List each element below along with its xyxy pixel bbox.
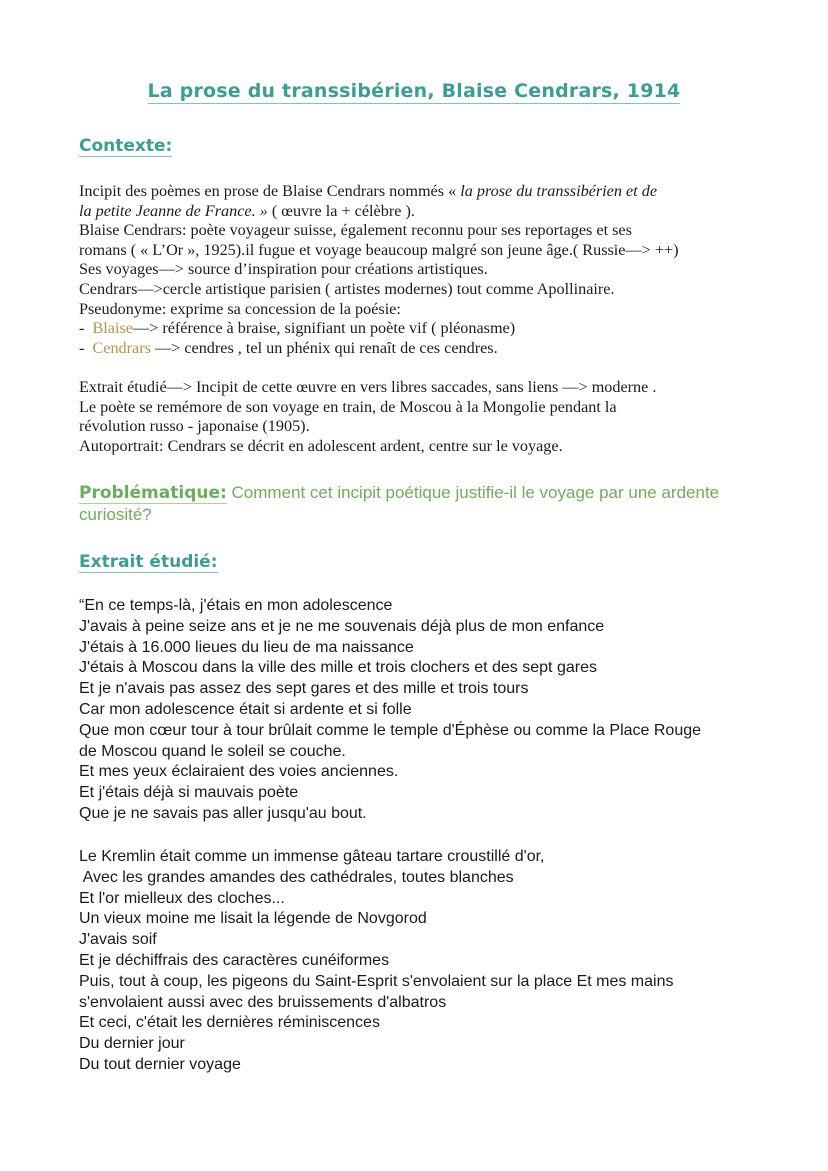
poem-line: Puis, tout à coup, les pigeons du Saint-Esprit s'envolaient sur la place Et mes mains — [79, 972, 674, 990]
poem-line: Du dernier jour — [79, 1035, 185, 1053]
highlight-word: Cendrars — [92, 338, 151, 357]
poem-line: s'envolaient aussi avec des bruissements d'albatros — [79, 993, 447, 1011]
heading-extrait — [79, 552, 218, 572]
context-line: Autoportrait: Cendrars se décrit en adolescent ardent, centre sur le voyage. — [79, 436, 563, 455]
context-line: révolution russo - japonaise (1905). — [79, 417, 310, 436]
heading-extrait-text: Extrait étudié: — [79, 552, 218, 572]
work-title-italic: la prose du transsibérien et de — [460, 182, 657, 200]
poem-line: Car mon adolescence était si ardente et si folle — [79, 700, 412, 718]
text-plain: Incipit des poèmes en prose de Blaise Cendrars nommés « — [79, 182, 461, 200]
poem-line: Et ceci, c'était les dernières réminiscences — [79, 1014, 380, 1032]
poem-line: Et je déchiffrais des caractères cunéiformes — [79, 951, 390, 969]
problematique-label: Problématique: — [79, 483, 227, 503]
text-plain: ( œuvre la + célèbre ). — [267, 201, 415, 220]
poem-line: J'étais à 16.000 lieues du lieu de ma naissance — [79, 638, 414, 656]
contexte-line: Blaise Cendrars: poète voyageur suisse, également reconnu pour ses reportages et ses — [79, 221, 632, 240]
document-title — [0, 80, 828, 102]
bullet-item — [79, 339, 779, 359]
poem-line: J'étais à Moscou dans la ville des mille et trois clochers et des sept gares — [79, 659, 597, 677]
problematique-question-cont: curiosité? — [79, 505, 152, 524]
poem-line: Avec les grandes amandes des cathédrales, toutes blanches — [79, 868, 514, 886]
context-line: Le poète se remémore de son voyage en train, de Moscou à la Mongolie pendant la — [79, 397, 617, 416]
poem-line: Et mes yeux éclairaient des voies anciennes. — [79, 763, 399, 781]
poem-line: Et j'étais déjà si mauvais poète — [79, 784, 299, 802]
highlight-word: Blaise — [92, 319, 133, 338]
work-title-italic: la petite Jeanne de France. » — [79, 201, 268, 220]
contexte-line — [79, 182, 779, 202]
poem-line: Que mon cœur tour à tour brûlait comme le temple d'Éphèse ou comme la Place Rouge — [79, 721, 702, 739]
poem-line: J'avais soif — [79, 931, 157, 949]
contexte-line: Cendrars—>cercle artistique parisien ( artistes modernes) tout comme Apollinaire. — [79, 279, 615, 298]
poem-line: de Moscou quand le soleil se couche. — [79, 742, 346, 760]
problematique-question: Comment cet incipit poétique justifie-il le voyage par une ardente — [226, 483, 720, 502]
contexte-line: Pseudonyme: exprime sa concession de la poésie: — [79, 299, 401, 318]
poem-line: “En ce temps-là, j'étais en mon adolescence — [79, 597, 393, 614]
heading-contexte — [79, 136, 172, 156]
poem-line: Et je n'avais pas assez des sept gares et des mille et trois tours — [79, 680, 529, 698]
document-title-text: La prose du transsibérien, Blaise Cendrars, 1914 — [147, 80, 681, 102]
poem-line: Du tout dernier voyage — [79, 1055, 241, 1073]
contexte-line — [79, 202, 779, 222]
poem-stanza-2 — [79, 847, 779, 1076]
bullet-text: —> référence à braise, signifiant un poète vif ( pléonasme) — [132, 319, 516, 338]
extrait-context-section — [79, 378, 779, 456]
poem-line: Que je ne savais pas aller jusqu'au bout. — [79, 804, 367, 822]
contexte-section — [79, 182, 779, 358]
poem-line: Le Kremlin était comme un immense gâteau tartare croustillé d'or, — [79, 848, 545, 865]
bullet-item — [79, 319, 779, 339]
bullet-dash: - — [79, 319, 93, 338]
contexte-line: Ses voyages—> source d’inspiration pour créations artistiques. — [79, 260, 488, 279]
bullet-dash: - — [79, 338, 93, 357]
poem-line: J'avais à peine seize ans et je ne me souvenais déjà plus de mon enfance — [79, 617, 605, 635]
problematique-section — [79, 482, 769, 526]
context-line: Extrait étudié—> Incipit de cette œuvre en vers libres saccades, sans liens —> moderne . — [79, 378, 657, 396]
contexte-line: romans ( « L’Or », 1925).il fugue et voyage beaucoup malgré son jeune âge.( Russie—> ++) — [79, 240, 679, 259]
bullet-text: —> cendres , tel un phénix qui renaît de ces cendres. — [150, 338, 498, 357]
heading-contexte-text: Contexte: — [79, 136, 173, 156]
poem-line: Et l'or mielleux des cloches... — [79, 889, 285, 907]
poem-stanza-1 — [79, 596, 779, 825]
poem-line: Un vieux moine me lisait la légende de Novgorod — [79, 910, 427, 928]
